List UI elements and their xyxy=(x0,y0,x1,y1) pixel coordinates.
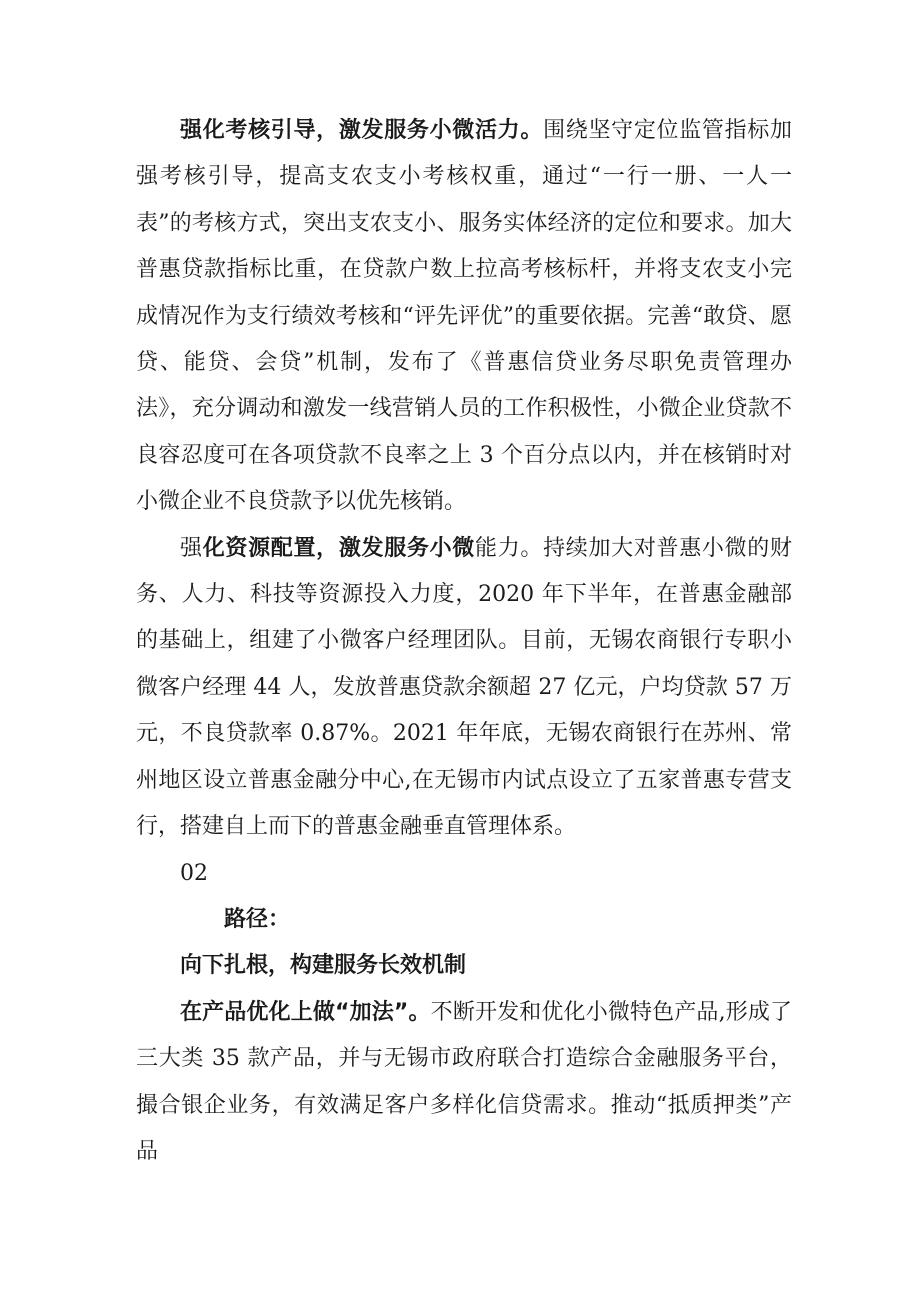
paragraph-text: 能力。持续加大对普惠小微的财务、人力、科技等资源投入力度，2020 年下半年，在普惠金融部的基础上，组建了小微客户经理团队。目前，无锡农商银行专职小微客户经理 44 人，发放普惠贷款余额超 27 亿元，户均贷款 57 万元，不良贷款率 0.87%。2021 年年底，无锡农商银行在苏州、常州地区设立普惠金融分中心,在无锡市内试点设立了五家普惠专营支行，搭建自上而下的普惠金融垂直管理体系。 xyxy=(136,535,792,840)
paragraph-product-optimization xyxy=(136,990,792,1176)
paragraph-lead-heading: 强化考核引导，激发服务小微活力。 xyxy=(180,118,544,143)
section-subheading: 向下扎根，构建服务长效机制 xyxy=(180,953,467,979)
section-number: 02 xyxy=(180,860,208,886)
paragraph-prefix-char: 强 xyxy=(180,535,203,561)
paragraph-assessment-guidance xyxy=(136,108,792,526)
section-heading-path: 路径： xyxy=(224,906,291,932)
paragraph-lead-heading: 化资源配置，激发服务小微 xyxy=(202,535,475,561)
paragraph-lead-heading: 在产品优化上做“加法”。 xyxy=(180,999,431,1025)
document-body xyxy=(136,108,792,1175)
paragraph-text: 围绕坚守定位监管指标加强考核引导，提高支农支小考核权重，通过“一行一册、一人一表”的考核方式，突出支农支小、服务实体经济的定位和要求。加大普惠贷款指标比重，在贷款户数上拉高考核标杆，并将支农支小完成情况作为支行绩效考核和“评先评优”的重要依据。完善“敢贷、愿贷、能贷、会贷”机制，发布了《普惠信贷业务尽职免责管理办法》，充分调动和激发一线营销人员的工作积极性，小微企业贷款不良容忍度可在各项贷款不良率之上 3 个百分点以内，并在核销时对小微企业不良贷款予以优先核销。 xyxy=(136,118,792,515)
paragraph-resource-allocation xyxy=(136,526,792,851)
paragraph-text: 不断开发和优化小微特色产品,形成了三大类 35 款产品，并与无锡市政府联合打造综合金融服务平台，撮合银企业务，有效满足客户多样化信贷需求。推动“抵质押类”产品 xyxy=(136,999,792,1164)
